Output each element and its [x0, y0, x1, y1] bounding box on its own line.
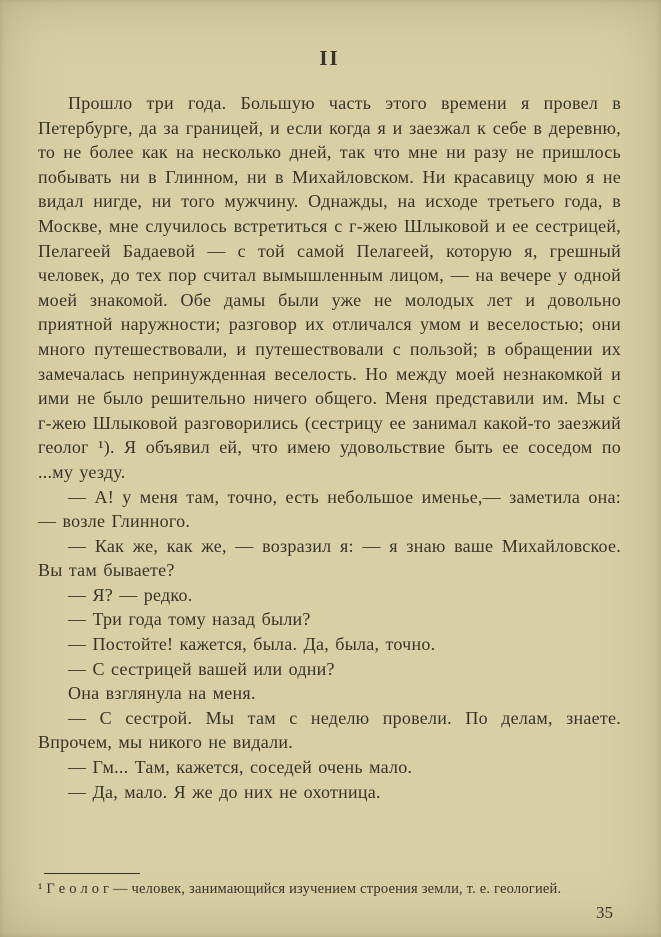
- footnote-divider: [44, 873, 140, 874]
- paragraph: — С сестрой. Мы там с неделю провели. По делам, знаете. Впрочем, мы никого не видали.: [38, 707, 621, 753]
- page-number: 35: [596, 903, 613, 922]
- paragraph: — Да, мало. Я же до них не охотница.: [68, 781, 381, 802]
- paragraph: — Я? — редко.: [68, 584, 193, 605]
- paragraph: Прошло три года. Большую часть этого времени я провел в Петербурге, да за границей, и если когда я и заезжал к себе в деревню, то не более как на несколько дней, так что мне ни разу не пришлось побывать ни в Глинном, ни в Михайловском. Ни красавицу мою я не видал нигде, ни того мужчину. Однажды, на исходе третьего года, в Москве, мне случилось встретиться с г-жею Шлыковой и ее сестрицей, Пелагеей Бадаевой — с той самой Пелагеей, которую я, грешный человек, до тех пор считал вымышленным лицом, — на вечере у одной моей знакомой. Обе дамы были уже не молодых лет и довольно приятной наружности; разговор их отличался умом и веселостью; они много путешествовали, и путешествовали с пользой; в обращении их замечалась непринужденная веселость. Но между моей незнакомкой и ими не было решительно ничего общего. Меня представили им. Мы с г-жею Шлыковой разговорились (сестрицу ее занимал какой-то заезжий геолог ¹). Я объявил ей, что имею удовольствие быть ее соседом по ...му уезду.: [38, 93, 621, 482]
- body-text: [38, 91, 621, 804]
- footnote-area: [38, 867, 621, 899]
- paragraph: Она взглянула на меня.: [68, 683, 256, 704]
- footnote-text: ¹ Г е о л о г — человек, занимающийся изучением строения земли, т. е. геологией.: [38, 881, 562, 897]
- paragraph: — Постойте! кажется, была. Да, была, точно.: [68, 634, 436, 655]
- paragraph: — Три года тому назад были?: [68, 609, 311, 630]
- chapter-heading: II: [319, 46, 340, 70]
- paragraph: — А! у меня там, точно, есть небольшое именье,— заметила она: — возле Глинного.: [38, 486, 621, 532]
- paragraph: — С сестрицей вашей или одни?: [68, 658, 335, 679]
- paragraph: — Гм... Там, кажется, соседей очень мало.: [68, 757, 413, 778]
- paragraph: — Как же, как же, — возразил я: — я знаю ваше Михайловское. Вы там бываете?: [38, 535, 621, 581]
